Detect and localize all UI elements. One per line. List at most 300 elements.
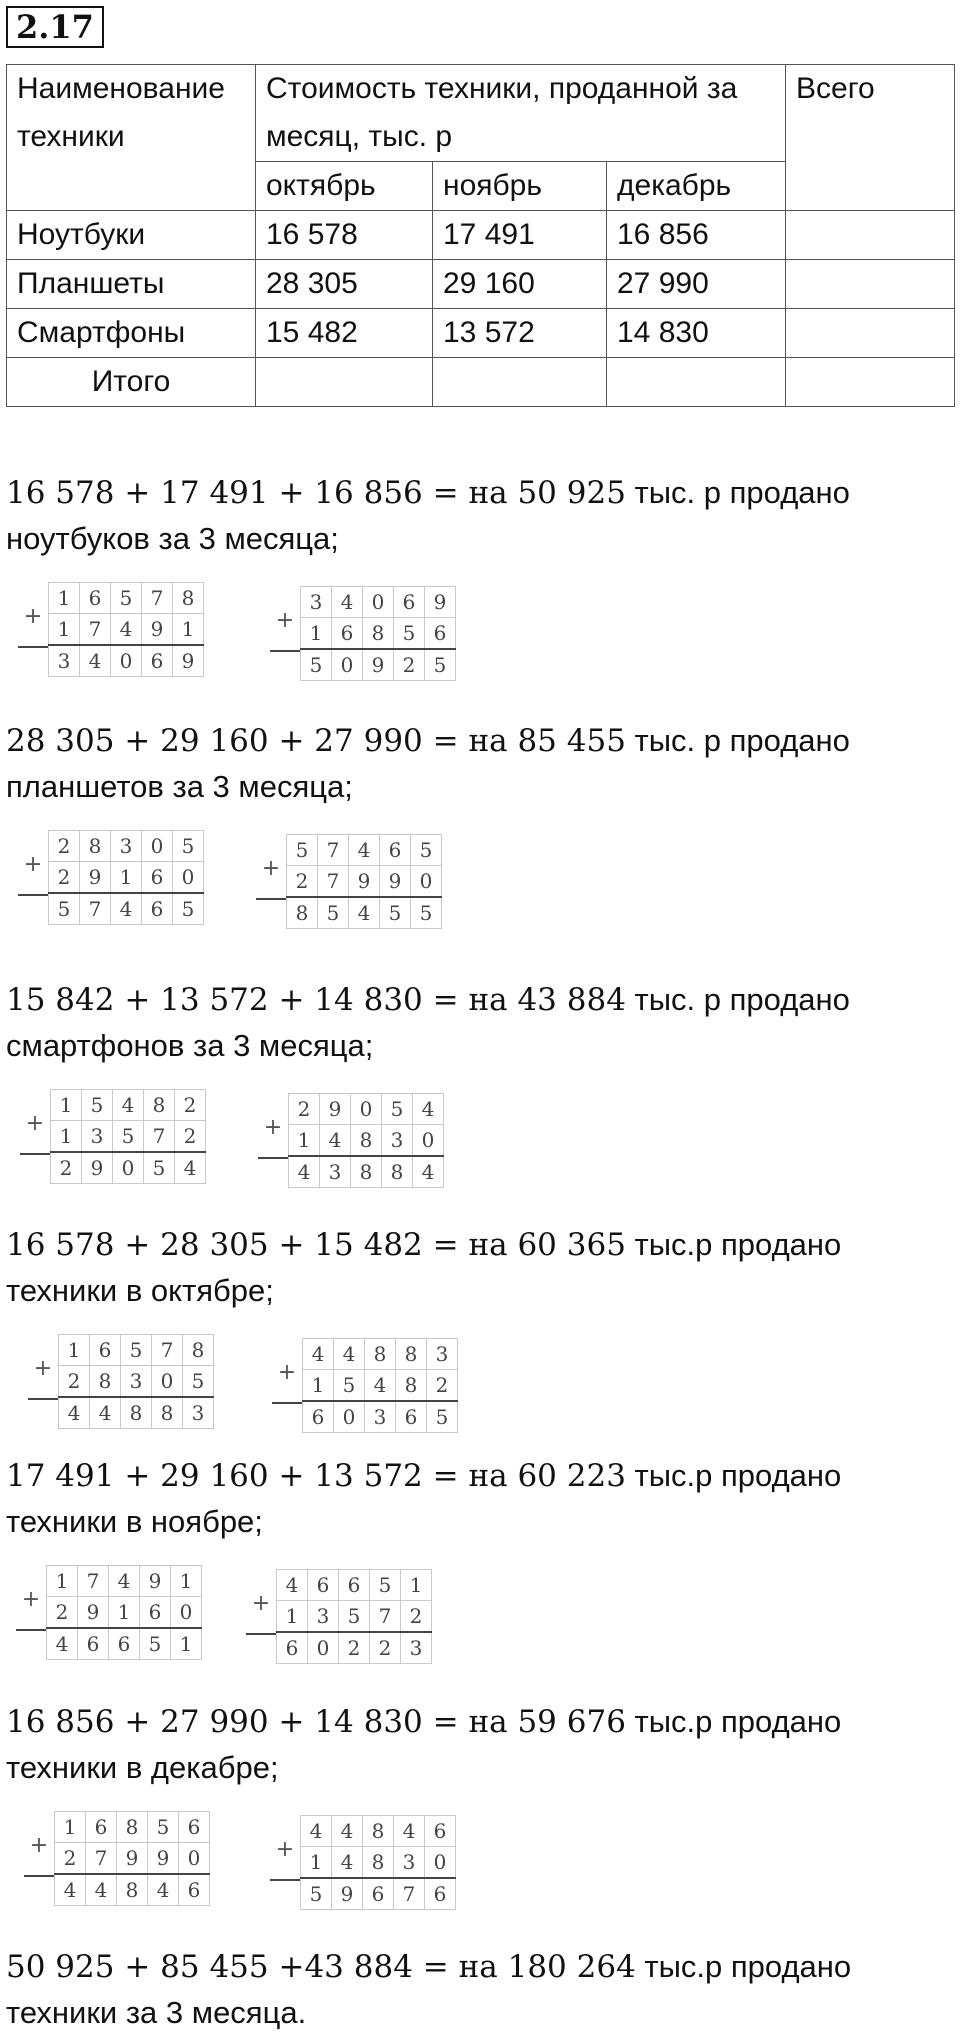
header-total: Всего [786, 65, 955, 211]
sum-row [51, 1152, 206, 1184]
digit-cell: 8 [183, 1335, 214, 1366]
addend-row [49, 831, 204, 862]
column-addition [270, 586, 456, 681]
digit-cell: 7 [318, 835, 349, 866]
digit-cell: 8 [117, 1812, 148, 1843]
equation-tail: тыс.р продано [625, 1227, 842, 1262]
sum-row [289, 1156, 444, 1188]
digit-cell: 9 [363, 649, 394, 681]
digit-cell: 3 [49, 645, 80, 677]
cell-empty [607, 358, 786, 407]
digit-cell: 6 [396, 1401, 427, 1433]
digit-grid [302, 1338, 458, 1433]
equation-tail: тыс.р продано [625, 1704, 842, 1739]
cell-value: 27 990 [607, 260, 786, 309]
total-row [7, 358, 955, 407]
digit-cell: 6 [86, 1812, 117, 1843]
digit-cell: 7 [80, 893, 111, 925]
digit-cell: 2 [51, 1152, 82, 1184]
digit-cell: 4 [332, 1816, 363, 1847]
digit-cell: 1 [171, 1566, 202, 1597]
digit-cell: 5 [183, 1366, 214, 1398]
digit-cell: 9 [142, 614, 173, 646]
digit-cell: 7 [318, 866, 349, 898]
sales-table [6, 64, 955, 407]
equation-tail: тыс. р продано [625, 982, 850, 1017]
digit-grid [288, 1093, 444, 1188]
digit-cell: 5 [394, 618, 425, 650]
cell-empty [786, 358, 955, 407]
digit-cell: 0 [111, 645, 142, 677]
addend-row [55, 1812, 210, 1843]
solution-5-description: техники в ноябре; [6, 1504, 263, 1539]
plus-sign: + [20, 1089, 50, 1136]
sum-row [301, 649, 456, 681]
addend-row [59, 1335, 214, 1366]
addend-row [303, 1339, 458, 1370]
equation-text: 16 578 + 17 491 + 16 856 = на 50 925 [6, 475, 626, 511]
digit-cell: 8 [90, 1366, 121, 1398]
digit-cell: 3 [401, 1632, 432, 1664]
digit-cell: 1 [49, 583, 80, 614]
addend-row [47, 1566, 202, 1597]
final-description: техники за 3 месяца. [6, 1995, 307, 2030]
cell-value: 14 830 [607, 309, 786, 358]
sum-row [49, 893, 204, 925]
digit-cell: 4 [301, 1816, 332, 1847]
digit-cell: 4 [90, 1397, 121, 1429]
digit-cell: 3 [394, 1847, 425, 1879]
digit-cell: 8 [363, 1847, 394, 1879]
digit-cell: 2 [289, 1094, 320, 1125]
digit-grid [48, 830, 204, 925]
digit-cell: 3 [427, 1339, 458, 1370]
sum-line [20, 1153, 50, 1155]
digit-cell: 4 [86, 1874, 117, 1906]
digit-cell: 6 [80, 583, 111, 614]
digit-cell: 8 [144, 1090, 175, 1121]
digit-cell: 3 [111, 831, 142, 862]
digit-cell: 2 [394, 649, 425, 681]
digit-cell: 4 [111, 893, 142, 925]
digit-cell: 4 [113, 1090, 144, 1121]
digit-cell: 9 [349, 866, 380, 898]
digit-cell: 4 [289, 1156, 320, 1188]
sum-line [256, 898, 286, 900]
digit-cell: 5 [301, 1878, 332, 1910]
header-name: Наименование техники [7, 65, 256, 211]
digit-cell: 6 [142, 645, 173, 677]
digit-cell: 0 [171, 1597, 202, 1629]
digit-grid [54, 1811, 210, 1906]
digit-cell: 1 [171, 1628, 202, 1660]
digit-cell: 0 [411, 866, 442, 898]
addend-row [303, 1370, 458, 1402]
sum-row [277, 1632, 432, 1664]
sum-line [258, 1157, 288, 1159]
digit-cell: 5 [144, 1152, 175, 1184]
equation-text: 17 491 + 29 160 + 13 572 = на 60 223 [6, 1458, 626, 1494]
solution-2-description: планшетов за 3 месяца; [6, 769, 353, 804]
digit-cell: 4 [394, 1816, 425, 1847]
digit-cell: 0 [363, 587, 394, 618]
digit-cell: 6 [425, 1878, 456, 1910]
equation-text: 50 925 + 85 455 +43 884 = на 180 264 [6, 1949, 636, 1985]
equation-text: 15 842 + 13 572 + 14 830 = на 43 884 [6, 982, 626, 1018]
digit-cell: 6 [425, 618, 456, 650]
digit-grid [50, 1089, 206, 1184]
addend-row [49, 862, 204, 894]
digit-cell: 6 [90, 1335, 121, 1366]
digit-cell: 3 [121, 1366, 152, 1398]
solution-6-description: техники в декабре; [6, 1750, 279, 1785]
digit-cell: 6 [78, 1628, 109, 1660]
digit-cell: 8 [396, 1370, 427, 1402]
digit-cell: 1 [51, 1121, 82, 1153]
digit-cell: 6 [332, 618, 363, 650]
addend-row [289, 1094, 444, 1125]
cell-value: 15 482 [256, 309, 433, 358]
digit-grid [300, 1815, 456, 1910]
addend-row [301, 1847, 456, 1879]
digit-cell: 2 [370, 1632, 401, 1664]
digit-cell: 1 [303, 1370, 334, 1402]
digit-cell: 4 [59, 1397, 90, 1429]
addend-row [301, 1816, 456, 1847]
plus-sign: + [24, 1811, 54, 1858]
plus-sign: + [18, 830, 48, 877]
digit-cell: 5 [370, 1570, 401, 1601]
equation-tail: тыс. р продано [625, 723, 850, 758]
digit-cell: 4 [332, 1847, 363, 1879]
cell-value: 16 578 [256, 211, 433, 260]
digit-cell: 7 [78, 1566, 109, 1597]
digit-cell: 6 [308, 1570, 339, 1601]
header-cost: Стоимость техники, проданной за месяц, тыс. р [256, 65, 786, 162]
digit-cell: 5 [111, 583, 142, 614]
digit-cell: 6 [339, 1570, 370, 1601]
column-addition [28, 1334, 214, 1429]
addend-row [287, 866, 442, 898]
digit-cell: 2 [287, 866, 318, 898]
column-addition [246, 1569, 432, 1664]
equation-text: 16 856 + 27 990 + 14 830 = на 59 676 [6, 1704, 626, 1740]
digit-cell: 5 [380, 897, 411, 929]
sum-line [18, 646, 48, 648]
equation-text: 28 305 + 29 160 + 27 990 = на 85 455 [6, 723, 626, 759]
digit-cell: 5 [301, 649, 332, 681]
row-name: Ноутбуки [7, 211, 256, 260]
digit-cell: 6 [142, 862, 173, 894]
digit-cell: 9 [78, 1597, 109, 1629]
digit-cell: 7 [144, 1121, 175, 1153]
digit-cell: 9 [80, 862, 111, 894]
digit-cell: 6 [363, 1878, 394, 1910]
digit-cell: 1 [49, 614, 80, 646]
column-addition [16, 1565, 202, 1660]
digit-cell: 5 [140, 1628, 171, 1660]
digit-cell: 8 [152, 1397, 183, 1429]
solution-3-description: смартфонов за 3 месяца; [6, 1028, 374, 1063]
digit-cell: 2 [59, 1366, 90, 1398]
digit-cell: 0 [152, 1366, 183, 1398]
digit-cell: 5 [82, 1090, 113, 1121]
cell-value: 16 856 [607, 211, 786, 260]
digit-cell: 5 [339, 1601, 370, 1633]
digit-cell: 0 [351, 1094, 382, 1125]
digit-cell: 4 [109, 1566, 140, 1597]
digit-cell: 4 [277, 1570, 308, 1601]
digit-cell: 1 [401, 1570, 432, 1601]
digit-cell: 2 [47, 1597, 78, 1629]
digit-grid [276, 1569, 432, 1664]
task-number: 2.17 [6, 6, 104, 48]
digit-cell: 8 [287, 897, 318, 929]
digit-cell: 9 [425, 587, 456, 618]
digit-cell: 5 [411, 835, 442, 866]
solution-5-equation-line [6, 1453, 946, 1499]
addend-row [49, 614, 204, 646]
digit-cell: 4 [365, 1370, 396, 1402]
digit-cell: 2 [49, 831, 80, 862]
digit-grid [58, 1334, 214, 1429]
digit-cell: 1 [277, 1601, 308, 1633]
solution-1-equation-line [6, 470, 946, 516]
digit-cell: 8 [117, 1874, 148, 1906]
digit-cell: 7 [394, 1878, 425, 1910]
digit-cell: 9 [332, 1878, 363, 1910]
digit-cell: 7 [86, 1843, 117, 1875]
digit-cell: 6 [277, 1632, 308, 1664]
total-row-label: Итого [7, 358, 256, 407]
digit-cell: 0 [308, 1632, 339, 1664]
digit-cell: 6 [179, 1874, 210, 1906]
digit-cell: 6 [380, 835, 411, 866]
digit-cell: 8 [173, 583, 204, 614]
digit-cell: 5 [318, 897, 349, 929]
digit-cell: 1 [111, 862, 142, 894]
addend-row [55, 1843, 210, 1875]
digit-cell: 5 [173, 893, 204, 925]
sum-row [49, 645, 204, 677]
digit-cell: 1 [173, 614, 204, 646]
digit-cell: 2 [49, 862, 80, 894]
plus-sign: + [18, 582, 48, 629]
month-header: октябрь [256, 162, 433, 211]
digit-cell: 2 [427, 1370, 458, 1402]
digit-grid [300, 586, 456, 681]
final-equation-line [6, 1944, 946, 1990]
digit-cell: 3 [308, 1601, 339, 1633]
digit-cell: 8 [363, 1816, 394, 1847]
digit-grid [48, 582, 204, 677]
digit-cell: 1 [301, 1847, 332, 1879]
cell-value: 28 305 [256, 260, 433, 309]
digit-cell: 1 [301, 618, 332, 650]
addend-row [277, 1570, 432, 1601]
column-addition [18, 582, 204, 677]
digit-cell: 3 [382, 1125, 413, 1157]
digit-cell: 5 [173, 831, 204, 862]
sum-row [287, 897, 442, 929]
digit-cell: 6 [394, 587, 425, 618]
digit-cell: 1 [289, 1125, 320, 1157]
digit-cell: 9 [380, 866, 411, 898]
digit-cell: 4 [80, 645, 111, 677]
plus-sign: + [256, 834, 286, 881]
equation-tail: тыс.р продано [635, 1949, 852, 1984]
digit-cell: 9 [82, 1152, 113, 1184]
digit-cell: 0 [425, 1847, 456, 1879]
digit-cell: 4 [303, 1339, 334, 1370]
solution-1-description: ноутбуков за 3 месяца; [6, 521, 339, 556]
digit-cell: 4 [148, 1874, 179, 1906]
solution-2-equation-line [6, 718, 946, 764]
sum-line [270, 1879, 300, 1881]
equation-tail: тыс. р продано [625, 475, 850, 510]
digit-cell: 6 [179, 1812, 210, 1843]
addend-row [59, 1366, 214, 1398]
digit-cell: 9 [320, 1094, 351, 1125]
digit-cell: 1 [109, 1597, 140, 1629]
digit-cell: 7 [370, 1601, 401, 1633]
sum-line [246, 1633, 276, 1635]
plus-sign: + [272, 1338, 302, 1385]
digit-cell: 2 [175, 1121, 206, 1153]
column-addition [24, 1811, 210, 1906]
cell-empty [433, 358, 607, 407]
cell-value: 17 491 [433, 211, 607, 260]
digit-cell: 5 [49, 893, 80, 925]
column-addition [256, 834, 442, 929]
equation-text: 16 578 + 28 305 + 15 482 = на 60 365 [6, 1227, 626, 1263]
digit-cell: 5 [113, 1121, 144, 1153]
digit-cell: 0 [179, 1843, 210, 1875]
addend-row [277, 1601, 432, 1633]
digit-cell: 8 [80, 831, 111, 862]
row-name: Смартфоны [7, 309, 256, 358]
digit-cell: 7 [142, 583, 173, 614]
digit-cell: 5 [425, 649, 456, 681]
addend-row [47, 1597, 202, 1629]
sum-row [303, 1401, 458, 1433]
digit-cell: 6 [142, 893, 173, 925]
column-addition [20, 1089, 206, 1184]
addend-row [289, 1125, 444, 1157]
plus-sign: + [246, 1569, 276, 1616]
cell-total [786, 211, 955, 260]
digit-cell: 8 [363, 618, 394, 650]
digit-cell: 3 [365, 1401, 396, 1433]
digit-cell: 2 [401, 1601, 432, 1633]
digit-cell: 2 [339, 1632, 370, 1664]
digit-cell: 1 [59, 1335, 90, 1366]
digit-cell: 3 [320, 1156, 351, 1188]
digit-cell: 6 [140, 1597, 171, 1629]
digit-cell: 4 [47, 1628, 78, 1660]
digit-cell: 3 [82, 1121, 113, 1153]
plus-sign: + [270, 1815, 300, 1862]
table-row [7, 260, 955, 309]
digit-cell: 4 [175, 1152, 206, 1184]
plus-sign: + [28, 1334, 58, 1381]
digit-cell: 4 [334, 1339, 365, 1370]
digit-grid [46, 1565, 202, 1660]
table-row [7, 211, 955, 260]
digit-cell: 4 [413, 1094, 444, 1125]
digit-cell: 6 [303, 1401, 334, 1433]
digit-cell: 1 [51, 1090, 82, 1121]
digit-cell: 8 [351, 1156, 382, 1188]
sum-row [59, 1397, 214, 1429]
digit-cell: 2 [55, 1843, 86, 1875]
digit-cell: 6 [425, 1816, 456, 1847]
solution-3-equation-line [6, 977, 946, 1023]
digit-cell: 0 [332, 649, 363, 681]
digit-cell: 4 [332, 587, 363, 618]
column-addition [270, 1815, 456, 1910]
digit-cell: 9 [117, 1843, 148, 1875]
digit-cell: 1 [55, 1812, 86, 1843]
solution-6-equation-line [6, 1699, 946, 1745]
sum-line [28, 1398, 58, 1400]
digit-cell: 5 [411, 897, 442, 929]
digit-cell: 4 [55, 1874, 86, 1906]
digit-cell: 8 [382, 1156, 413, 1188]
sum-row [47, 1628, 202, 1660]
month-header: декабрь [607, 162, 786, 211]
cell-value: 29 160 [433, 260, 607, 309]
digit-cell: 5 [382, 1094, 413, 1125]
digit-cell: 4 [413, 1156, 444, 1188]
digit-cell: 5 [121, 1335, 152, 1366]
cell-total [786, 260, 955, 309]
digit-cell: 8 [121, 1397, 152, 1429]
row-name: Планшеты [7, 260, 256, 309]
plus-sign: + [16, 1565, 46, 1612]
digit-cell: 5 [427, 1401, 458, 1433]
equation-tail: тыс.р продано [625, 1458, 842, 1493]
digit-grid [286, 834, 442, 929]
month-header: ноябрь [433, 162, 607, 211]
digit-cell: 9 [148, 1843, 179, 1875]
solution-4-equation-line [6, 1222, 946, 1268]
solution-4-description: техники в октябре; [6, 1273, 274, 1308]
cell-empty [256, 358, 433, 407]
addend-row [49, 583, 204, 614]
digit-cell: 5 [148, 1812, 179, 1843]
digit-cell: 8 [365, 1339, 396, 1370]
addend-row [51, 1090, 206, 1121]
column-addition [272, 1338, 458, 1433]
sum-line [24, 1875, 54, 1877]
table-row [7, 309, 955, 358]
cell-value: 13 572 [433, 309, 607, 358]
digit-cell: 5 [334, 1370, 365, 1402]
digit-cell: 3 [301, 587, 332, 618]
digit-cell: 7 [152, 1335, 183, 1366]
digit-cell: 4 [111, 614, 142, 646]
sum-line [18, 894, 48, 896]
addend-row [301, 618, 456, 650]
addend-row [301, 587, 456, 618]
digit-cell: 6 [109, 1628, 140, 1660]
cell-total [786, 309, 955, 358]
digit-cell: 8 [351, 1125, 382, 1157]
addend-row [51, 1121, 206, 1153]
column-addition [18, 830, 204, 925]
digit-cell: 5 [287, 835, 318, 866]
